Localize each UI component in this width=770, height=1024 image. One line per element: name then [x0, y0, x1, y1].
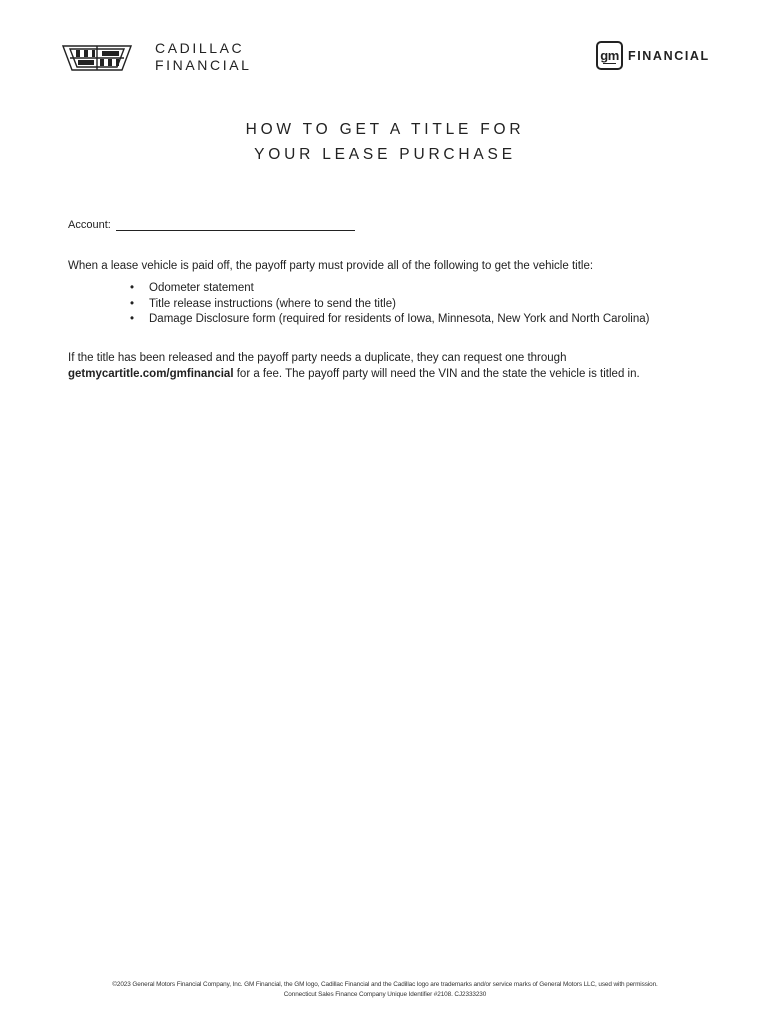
cadillac-wordmark-line2: FINANCIAL [155, 57, 252, 73]
intro-text: When a lease vehicle is paid off, the payoff party must provide all of the following to get the vehicle title: [68, 260, 594, 272]
paragraph-text-after: for a fee. The payoff party will need the VIN and the state the vehicle is titled in. [233, 367, 640, 380]
footer-line1: ©2023 General Motors Financial Company, Inc. GM Financial, the GM logo, Cadillac Financial and the Cadillac logo are trademarks and/or service marks of General Motors LLC, used with permission. [112, 981, 658, 988]
footer-line2: Connecticut Sales Finance Company Unique Identifier #2108. CJ2333230 [283, 991, 487, 998]
page-title-line2: YOUR LEASE PURCHASE [254, 146, 516, 163]
page-title [0, 117, 770, 167]
list-item: • Damage Disclosure form (required for residents of Iowa, Minnesota, New York and North Carolina) [130, 312, 650, 328]
gm-badge-text: gm [600, 48, 619, 63]
getmycartitle-link[interactable]: getmycartitle.com/gmfinancial [68, 367, 234, 380]
page-title-line1: HOW TO GET A TITLE FOR [245, 121, 525, 138]
account-field [68, 218, 355, 231]
cadillac-financial-wordmark [155, 40, 252, 74]
requirements-list [130, 281, 650, 328]
gm-logo-icon [596, 41, 623, 70]
account-label: Account: [68, 219, 111, 231]
cadillac-wordmark-line1: CADILLAC [155, 40, 245, 56]
paragraph-text-before: If the title has been released and the payoff party needs a duplicate, they can request one through [68, 352, 567, 364]
gm-financial-logo [596, 41, 710, 70]
gm-financial-wordmark: FINANCIAL [628, 48, 710, 63]
duplicate-title-paragraph [68, 351, 698, 382]
legal-footer [0, 980, 770, 1000]
list-item: • Title release instructions (where to send the title) [130, 297, 650, 313]
account-blank-line [116, 218, 355, 231]
cadillac-crest-icon [62, 40, 132, 74]
list-item: • Odometer statement [130, 281, 650, 297]
